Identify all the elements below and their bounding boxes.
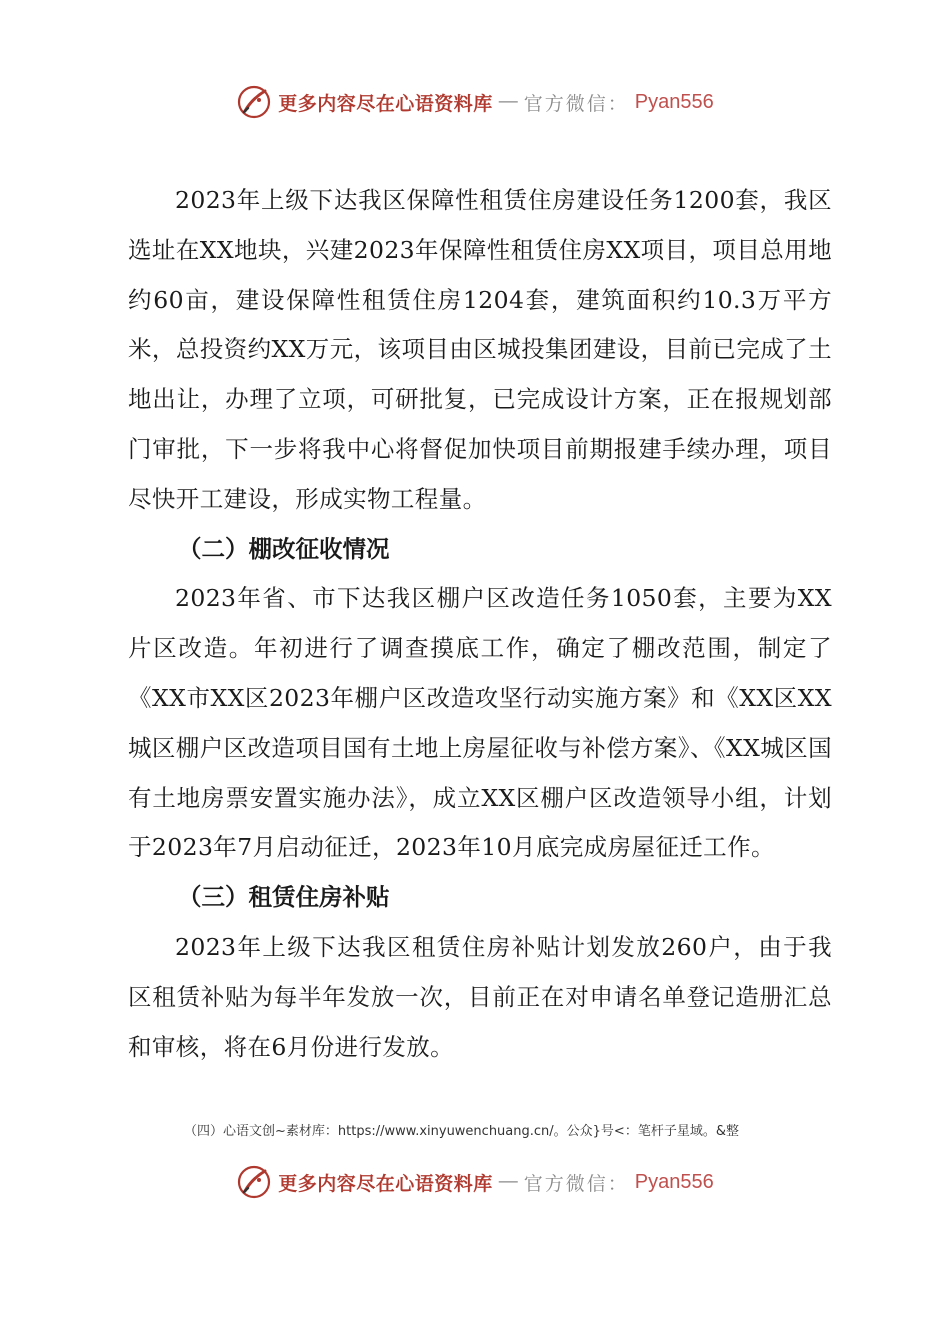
wechat-id: Pyan556 <box>634 1170 714 1193</box>
brand-text: 更多内容尽在心语资料库 <box>278 92 493 115</box>
paragraph-rental-subsidy: 2023年上级下达我区租赁住房补贴计划发放260户，由于我区租赁补贴为每半年发放一次，目前正在对申请名单登记造册汇总和审核，将在6月份进行发放。 <box>128 932 832 1061</box>
header-banner <box>0 82 950 122</box>
brush-logo-icon <box>236 1164 272 1200</box>
paragraph-shantytown-renovation: 2023年省、市下达我区棚户区改造任务1050套，主要为XX片区改造。年初进行了调查摸底工作，确定了棚改范围，制定了《XX市XX区2023年棚户区改造攻坚行动实施方案》和《XX区XX城区棚户区改造项目国有土地上房屋征收与补偿方案》、《XX城区国有土地房票安置实施办法》，成立XX区棚户区改造领导小组，计划于2023年7月启动征迁，2023年10月底完成房屋征迁工作。 <box>128 584 832 862</box>
brand-text: 更多内容尽在心语资料库 <box>278 1172 493 1195</box>
footnote-watermark-text: （四）心语文创~素材库：https://www.xinyuwenchuang.cn/。公众}号<：笔杆子星域。&整 <box>184 1124 739 1139</box>
wechat-id: Pyan556 <box>634 90 714 113</box>
heading-rental-subsidy: （三）租赁住房补贴 <box>178 883 390 912</box>
document-body <box>128 176 832 1072</box>
banner-dash: — <box>498 1171 518 1192</box>
wechat-label: 官方微信： <box>523 1172 629 1195</box>
wechat-label: 官方微信： <box>523 92 629 115</box>
banner-dash: — <box>498 91 518 112</box>
heading-shantytown-renovation: （二）棚改征收情况 <box>178 534 390 563</box>
paragraph-rental-housing-construction: 2023年上级下达我区保障性租赁住房建设任务1200套，我区选址在XX地块，兴建2023年保障性租赁住房XX项目，项目总用地约60亩，建设保障性租赁住房1204套，建筑面积约10.3万平方米，总投资约XX万元，该项目由区城投集团建设，目前已完成了土地出让，办理了立项，可研批复，已完成设计方案，正在报规划部门审批，下一步将我中心将督促加快项目前期报建手续办理，项目尽快开工建设，形成实物工程量。 <box>128 186 832 513</box>
footer-banner <box>0 1162 950 1202</box>
brush-logo-icon <box>236 84 272 120</box>
